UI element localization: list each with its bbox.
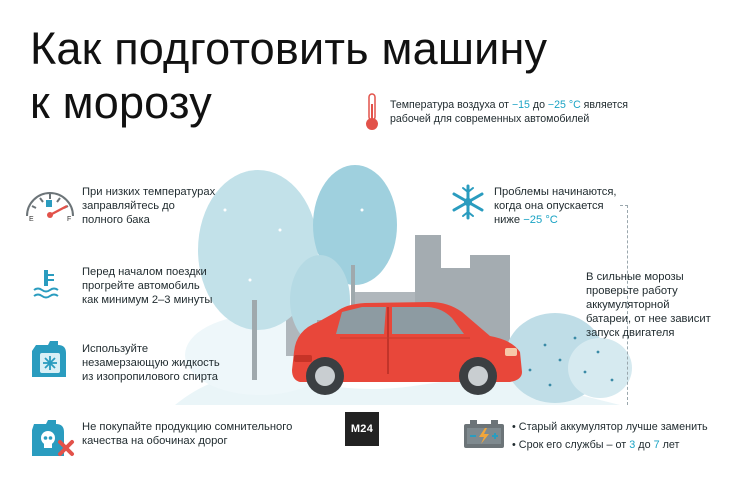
tip-dubious-products: Не покупайте продукцию сомнительного качества на обочинах дорог: [82, 421, 293, 447]
antifreeze-canister-icon: [28, 337, 70, 381]
dotted-connector-top: [620, 205, 628, 206]
battery-check-note: В сильные морозы проверьте работу аккумуляторной батареи, от нее зависит запуск двигателя: [586, 271, 711, 339]
title-line-1: Как подготовить машину: [30, 23, 548, 74]
engine-temperature-icon: [32, 268, 60, 300]
gauge-e-label: E: [29, 216, 34, 222]
title-line-2: к морозу: [30, 77, 212, 128]
tip-antifreeze: Используйте незамерзающую жидкость из изопропилового спирта: [82, 343, 220, 383]
gauge-f-label: F: [67, 216, 72, 222]
problems-note: Проблемы начинаются, когда она опускается ниже −25 °С: [494, 186, 617, 226]
tip-full-tank: При низких температурах заправляйтесь до полного бака: [82, 186, 216, 226]
dubious-product-icon: [28, 418, 78, 460]
snowflake-icon: [450, 184, 486, 220]
tip-warm-up: Перед началом поездки прогрейте автомобиль как минимум 2–3 минуты: [82, 266, 213, 306]
battery-tips: [512, 418, 708, 454]
thermometer-icon: [364, 92, 380, 132]
battery-tip-1: • Старый аккумулятор лучше заменить: [512, 421, 708, 433]
battery-icon: [462, 418, 506, 450]
temperature-note: Температура воздуха от −15 до −25 °С является рабочей для современных автомобилей: [390, 99, 629, 125]
battery-tip-2: • Срок его службы – от 3 до 7 лет: [512, 439, 680, 451]
m24-logo: M24: [345, 412, 379, 446]
fuel-gauge-icon: [23, 184, 77, 222]
